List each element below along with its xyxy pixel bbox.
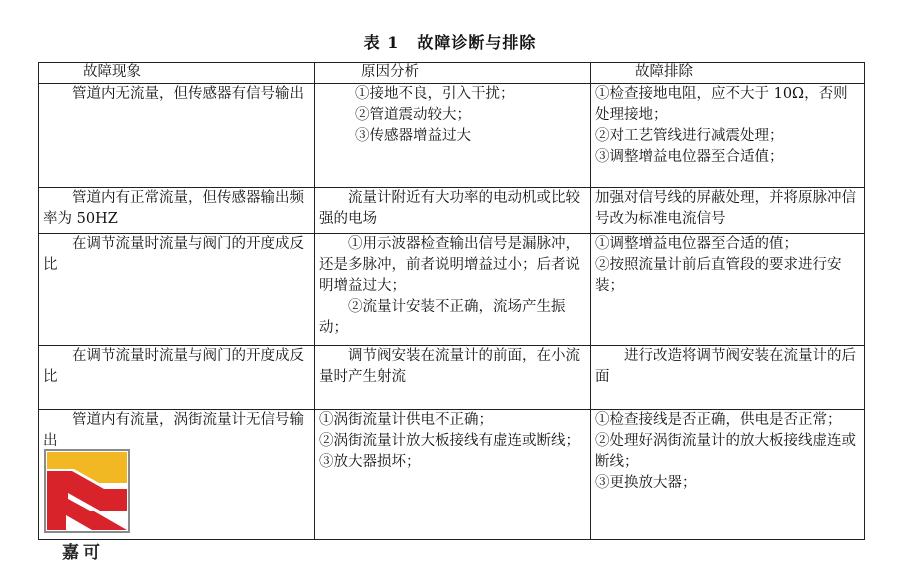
cause-line: ②涡街流量计放大板接线有虚连或断线； (319, 433, 580, 449)
fix-cell (591, 84, 865, 188)
cause-line: ①接地不良，引入干扰； (355, 86, 515, 102)
header-fix: 故障排除 (591, 63, 865, 84)
header-symptom: 故障现象 (39, 63, 315, 84)
symptom-cell: 在调节流量时流量与阀门的开度成反比 (39, 346, 315, 410)
cause-cell: 调节阀安装在流量计的前面，在小流量时产生射流 (315, 346, 591, 410)
fix-line: ①检查接地电阻，应不大于 10Ω，否则处理接地； (595, 86, 848, 123)
fix-line: ①调整增益电位器至合适的值； (595, 236, 798, 252)
fix-line: ②对工艺管线进行减震处理； (595, 128, 784, 144)
fix-cell (591, 410, 865, 540)
cause-cell: 流量计附近有大功率的电动机或比较强的电场 (315, 188, 591, 234)
symptom-cell: 管道内无流量，但传感器有信号输出 (39, 84, 315, 188)
cause-line: ②管道震动较大； (355, 107, 471, 123)
fix-cell (591, 234, 865, 346)
cause-cell (315, 410, 591, 540)
cause-cell (315, 84, 591, 188)
header-row (39, 63, 865, 84)
cause-line: ③传感器增益过大 (355, 128, 471, 144)
table-row (39, 84, 865, 188)
fix-line: ③更换放大器； (595, 475, 697, 491)
table-row (39, 234, 865, 346)
fix-line: ②按照流量计前后直管段的要求进行安装； (595, 257, 842, 294)
symptom-cell: 在调节流量时流量与阀门的开度成反比 (39, 234, 315, 346)
table-row (39, 410, 865, 540)
symptom-cell: 管道内有正常流量，但传感器输出频率为 50HZ (39, 188, 315, 234)
fix-line: ①检查接线是否正确，供电是否正常； (595, 412, 842, 428)
fix-cell: 加强对信号线的屏蔽处理，并将原脉冲信号改为标准电流信号 (591, 188, 865, 234)
table-title-text: 故障诊断与排除 (417, 33, 537, 52)
company-logo-icon (44, 449, 130, 533)
cause-cell (315, 234, 591, 346)
fix-cell: 进行改造将调节阀安装在流量计的后面 (591, 346, 865, 410)
cause-line: ①用示波器检查输出信号是漏脉冲，还是多脉冲，前者说明增益过小；后者说明增益过大； (319, 236, 580, 294)
table-title (0, 30, 900, 53)
fix-line: ②处理好涡街流量计的放大板接线虚连或断线； (595, 433, 856, 470)
cause-line: ②流量计安装不正确，流场产生振动； (319, 299, 566, 336)
table-number: 表 1 (363, 33, 400, 52)
header-cause: 原因分析 (315, 63, 591, 84)
cause-line: ①涡街流量计供电不正确； (319, 412, 493, 428)
fault-diagnosis-table (38, 62, 865, 540)
table-row (39, 346, 865, 410)
cause-line: ③放大器损坏； (319, 454, 421, 470)
table-row (39, 188, 865, 234)
logo-text: 嘉可 (62, 543, 104, 563)
fix-line: ③调整增益电位器至合适值； (595, 149, 784, 165)
symptom-cell: 管道内有流量，涡街流量计无信号输出 (39, 410, 315, 540)
